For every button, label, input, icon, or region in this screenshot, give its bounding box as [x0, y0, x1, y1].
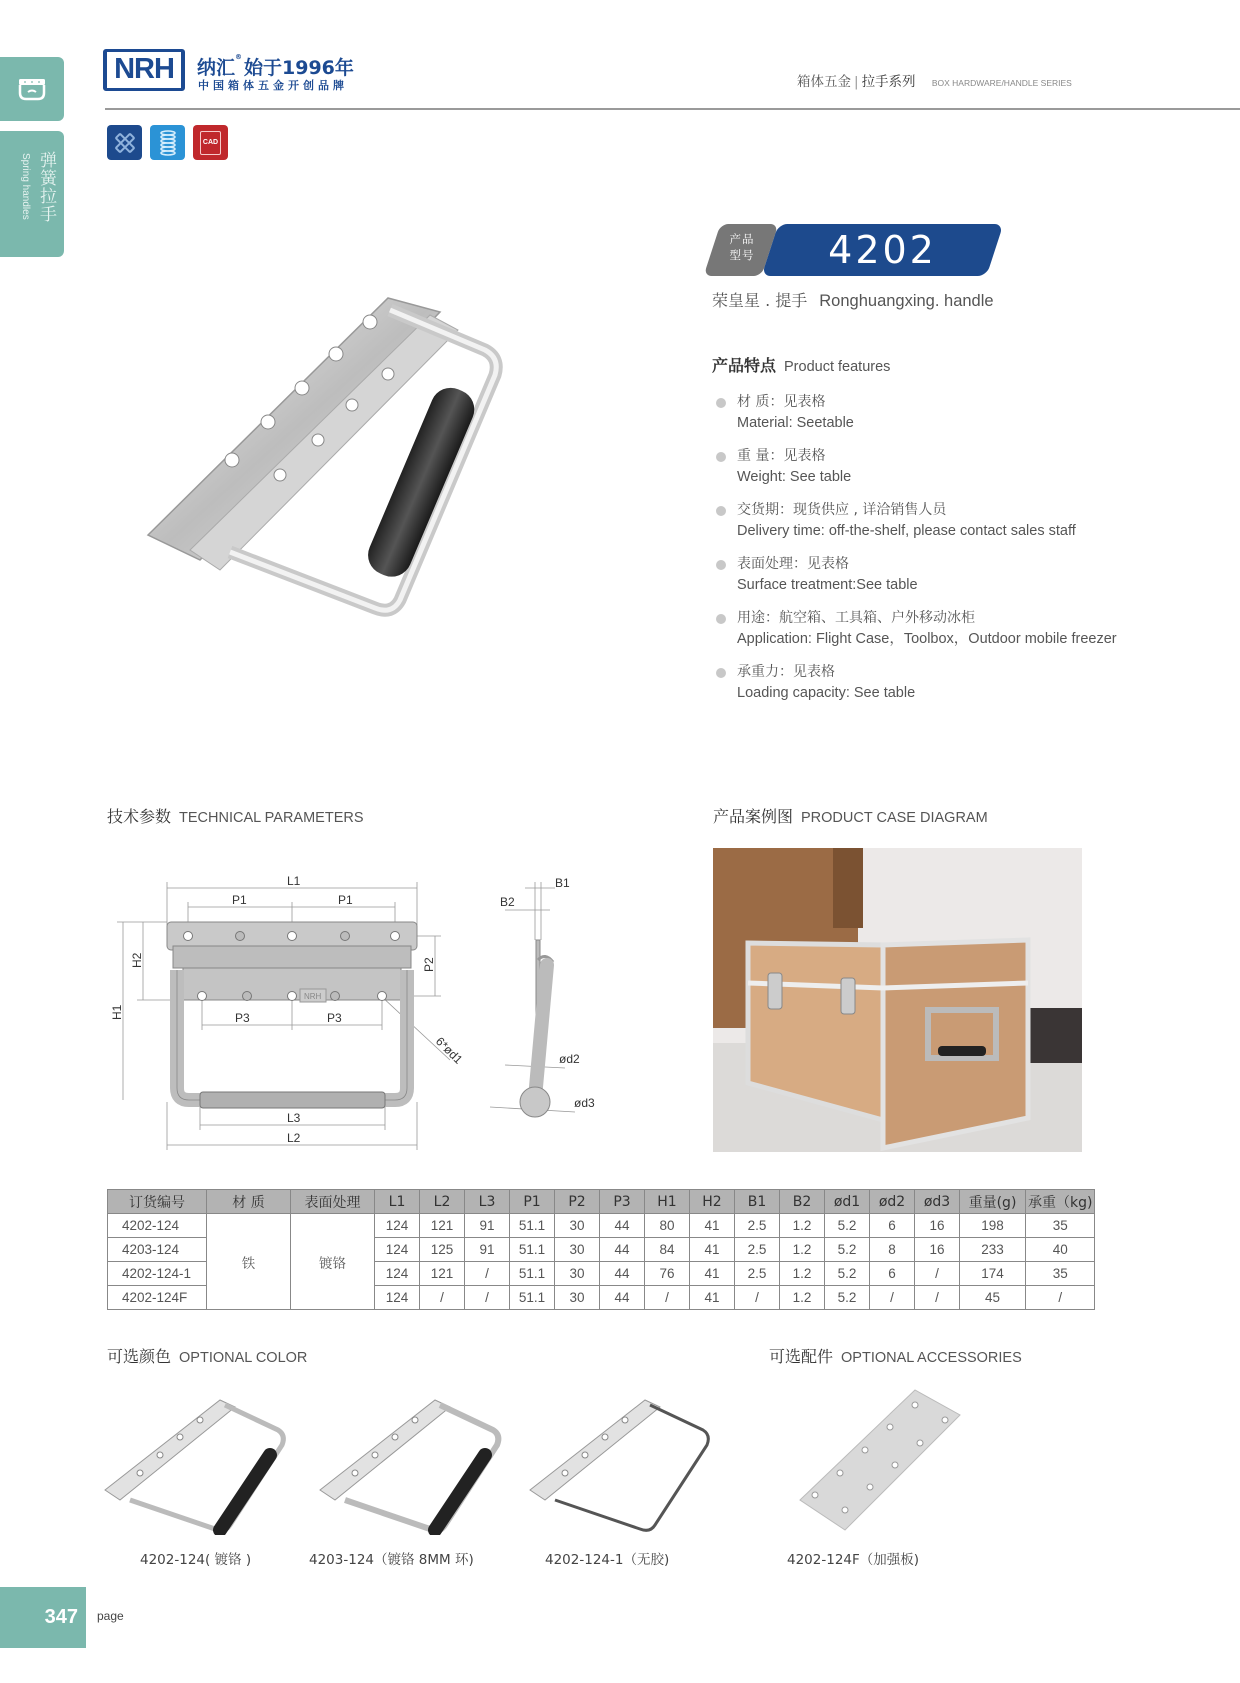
label-d1: 6*ød1: [432, 1034, 466, 1067]
brand-name: 纳汇: [197, 57, 236, 79]
cell-B2: 1.2: [780, 1214, 825, 1238]
cell-L3: /: [465, 1262, 510, 1286]
table-row: [108, 1214, 1095, 1238]
header-B1: B1: [735, 1190, 780, 1214]
optional-accessories-title: [769, 1344, 1022, 1367]
optional-color-title-cn: 可选颜色: [107, 1347, 172, 1366]
registered-mark: ®: [235, 53, 243, 61]
header-P3: P3: [600, 1190, 645, 1214]
breadcrumb-series-en: BOX HARDWARE/HANDLE SERIES: [931, 78, 1072, 88]
option-image-no-rubber: [525, 1385, 725, 1535]
brand-logo: NRH: [103, 49, 185, 91]
tech-params-title: [107, 804, 364, 827]
cell-L1: 124: [375, 1262, 420, 1286]
bullet-icon: [716, 668, 726, 678]
brand-slogan-bottom: 中国箱体五金开创品牌: [198, 79, 348, 92]
cell-P1: 51.1: [510, 1286, 555, 1310]
label-L2: L2: [287, 1131, 301, 1145]
drawing-logo: NRH: [304, 992, 322, 1001]
page-number: 347: [0, 1587, 86, 1648]
header-L1: L1: [375, 1190, 420, 1214]
cell-d3: /: [915, 1262, 960, 1286]
model-number: 4202: [828, 228, 937, 272]
design-tools-icon: [107, 125, 142, 160]
accessory-image-reinforcement-plate: [795, 1385, 975, 1535]
cell-surface: 镀铬: [291, 1214, 375, 1310]
cell-B2: 1.2: [780, 1286, 825, 1310]
label-H1: H1: [110, 1004, 124, 1020]
cell-d2: 8: [870, 1238, 915, 1262]
product-name-cn: 荣皇星 . 提手: [712, 291, 808, 310]
feature-cn: 承重力：见表格: [737, 664, 835, 680]
case-photo: [713, 848, 1082, 1152]
header-code: 订货编号: [108, 1190, 207, 1214]
feature-en: Application: Flight Case，Toolbox，Outdoor mobile freezer: [737, 631, 1117, 647]
spec-table: [107, 1189, 1095, 1310]
tech-params-title-cn: 技术参数: [107, 807, 172, 826]
cell-P2: 30: [555, 1286, 600, 1310]
model-label-line1: 产品: [729, 232, 755, 246]
cell-weight: 174: [960, 1262, 1026, 1286]
product-main-image: [140, 290, 610, 670]
label-B1: B1: [555, 876, 570, 890]
cell-B1: /: [735, 1286, 780, 1310]
cell-d1: 5.2: [825, 1238, 870, 1262]
breadcrumb-category: 箱体五金: [797, 74, 851, 90]
model-label-line2: 型号: [729, 248, 755, 262]
feature-cn: 材 质：见表格: [737, 394, 826, 410]
header-P2: P2: [555, 1190, 600, 1214]
label-L1: L1: [287, 874, 301, 888]
header-d3: ød3: [915, 1190, 960, 1214]
product-name: [712, 288, 994, 311]
cell-P3: 44: [600, 1262, 645, 1286]
cell-d3: 16: [915, 1238, 960, 1262]
cell-H2: 41: [690, 1262, 735, 1286]
cell-H1: 84: [645, 1238, 690, 1262]
label-L3: L3: [287, 1111, 301, 1125]
cell-code: 4202-124: [108, 1214, 207, 1238]
header-B2: B2: [780, 1190, 825, 1214]
header-material: 材 质: [207, 1190, 291, 1214]
header-P1: P1: [510, 1190, 555, 1214]
cell-B1: 2.5: [735, 1238, 780, 1262]
cell-P1: 51.1: [510, 1214, 555, 1238]
cell-P1: 51.1: [510, 1262, 555, 1286]
cell-d3: 16: [915, 1214, 960, 1238]
cell-B2: 1.2: [780, 1238, 825, 1262]
feature-en: Loading capacity: See table: [737, 685, 916, 701]
table-header-row: [108, 1190, 1095, 1214]
label-P2: P2: [422, 957, 436, 972]
cell-material: 铁: [207, 1214, 291, 1310]
cell-L3: /: [465, 1286, 510, 1310]
cell-code: 4202-124F: [108, 1286, 207, 1310]
cell-L2: 121: [420, 1214, 465, 1238]
side-tab-spring-handles[interactable]: [0, 131, 64, 257]
cell-P3: 44: [600, 1238, 645, 1262]
label-P3-right: P3: [327, 1011, 342, 1025]
cell-d2: /: [870, 1286, 915, 1310]
cell-weight: 45: [960, 1286, 1026, 1310]
feature-cn: 交货期：现货供应 , 详洽销售人员: [737, 502, 947, 518]
feature-item: [712, 554, 1172, 608]
side-tab-label-cn: 弹簧拉手: [36, 151, 56, 223]
option-caption-chrome-8mm: 4203-124（镀铬 8MM 环): [309, 1552, 474, 1568]
brand-slogan-top: [197, 53, 354, 80]
bullet-icon: [716, 506, 726, 516]
option-caption-no-rubber: 4202-124-1（无胶): [545, 1552, 670, 1568]
model-label-text: [722, 231, 762, 263]
side-tab-category[interactable]: [0, 57, 64, 121]
feature-en: Material: Seetable: [737, 415, 854, 431]
features-title-cn: 产品特点: [712, 356, 777, 375]
cad-icon: [193, 125, 228, 160]
bullet-icon: [716, 614, 726, 624]
option-caption-chrome: 4202-124( 镀铬 ): [140, 1552, 252, 1568]
cell-load: /: [1026, 1286, 1095, 1310]
breadcrumb-series: 拉手系列: [861, 74, 916, 90]
bullet-icon: [716, 398, 726, 408]
header-surface: 表面处理: [291, 1190, 375, 1214]
case-diagram-title-en: PRODUCT CASE DIAGRAM: [801, 810, 988, 826]
features-list: [712, 392, 1172, 716]
label-d3: ød3: [574, 1096, 595, 1110]
cell-P2: 30: [555, 1214, 600, 1238]
page-label: page: [97, 1609, 124, 1623]
label-B2: B2: [500, 895, 515, 909]
header-d1: ød1: [825, 1190, 870, 1214]
handle-icon: [17, 76, 47, 102]
accessory-caption-plate: 4202-124F（加强板): [787, 1552, 920, 1568]
cell-L1: 124: [375, 1214, 420, 1238]
cell-L1: 124: [375, 1286, 420, 1310]
option-image-chrome: [100, 1385, 300, 1535]
header-L3: L3: [465, 1190, 510, 1214]
header-breadcrumb: [797, 70, 1240, 90]
header-L2: L2: [420, 1190, 465, 1214]
cell-code: 4202-124-1: [108, 1262, 207, 1286]
label-P1-left: P1: [232, 893, 247, 907]
label-P1-right: P1: [338, 893, 353, 907]
cell-H1: 80: [645, 1214, 690, 1238]
cell-B1: 2.5: [735, 1214, 780, 1238]
header-d2: ød2: [870, 1190, 915, 1214]
feature-item: [712, 500, 1172, 554]
breadcrumb-divider: |: [854, 74, 859, 90]
tech-params-title-en: TECHNICAL PARAMETERS: [179, 810, 364, 826]
cell-B1: 2.5: [735, 1262, 780, 1286]
features-title: [712, 353, 890, 376]
header-H2: H2: [690, 1190, 735, 1214]
header-load: 承重（kg): [1026, 1190, 1095, 1214]
cell-load: 35: [1026, 1214, 1095, 1238]
cell-H1: 76: [645, 1262, 690, 1286]
cell-L2: 121: [420, 1262, 465, 1286]
label-d2: ød2: [559, 1052, 580, 1066]
cell-H2: 41: [690, 1286, 735, 1310]
feature-item: [712, 446, 1172, 500]
cell-d2: 6: [870, 1214, 915, 1238]
cell-P2: 30: [555, 1262, 600, 1286]
optional-color-title: [107, 1344, 307, 1367]
cell-load: 35: [1026, 1262, 1095, 1286]
label-P3-left: P3: [235, 1011, 250, 1025]
header-weight: 重量(g): [960, 1190, 1026, 1214]
cell-d1: 5.2: [825, 1262, 870, 1286]
feature-en: Weight: See table: [737, 469, 852, 485]
features-title-en: Product features: [784, 359, 891, 375]
slogan-since: 始于1996年: [244, 57, 354, 79]
feature-en: Surface treatment:See table: [737, 577, 918, 593]
cell-H2: 41: [690, 1238, 735, 1262]
case-diagram-title-cn: 产品案例图: [713, 807, 794, 826]
cell-L2: 125: [420, 1238, 465, 1262]
cell-load: 40: [1026, 1238, 1095, 1262]
feature-item: [712, 392, 1172, 446]
cell-d2: 6: [870, 1262, 915, 1286]
feature-en: Delivery time: off-the-shelf, please contact sales staff: [737, 523, 1076, 539]
cell-weight: 198: [960, 1214, 1026, 1238]
cell-L3: 91: [465, 1238, 510, 1262]
cell-P3: 44: [600, 1286, 645, 1310]
feature-item: [712, 608, 1172, 662]
optional-accessories-title-en: OPTIONAL ACCESSORIES: [841, 1350, 1022, 1366]
feature-cn: 重 量：见表格: [737, 448, 826, 464]
cell-d3: /: [915, 1286, 960, 1310]
cell-weight: 233: [960, 1238, 1026, 1262]
optional-color-title-en: OPTIONAL COLOR: [179, 1350, 308, 1366]
cell-H1: /: [645, 1286, 690, 1310]
cell-L2: /: [420, 1286, 465, 1310]
optional-accessories-title-cn: 可选配件: [769, 1347, 834, 1366]
case-diagram-title: [713, 804, 988, 827]
side-tab-label-en: Spring handles: [20, 153, 31, 220]
spring-icon: [150, 125, 185, 160]
cell-P1: 51.1: [510, 1238, 555, 1262]
header-H1: H1: [645, 1190, 690, 1214]
cell-P3: 44: [600, 1214, 645, 1238]
feature-item: [712, 662, 1172, 716]
bullet-icon: [716, 560, 726, 570]
product-name-en: Ronghuangxing. handle: [819, 292, 994, 310]
cell-d1: 5.2: [825, 1214, 870, 1238]
option-image-chrome-8mm: [315, 1385, 515, 1535]
cell-L1: 124: [375, 1238, 420, 1262]
cell-B2: 1.2: [780, 1262, 825, 1286]
header-divider: [105, 108, 1240, 110]
feature-cn: 用途：航空箱、工具箱、户外移动冰柜: [737, 610, 975, 626]
cell-d1: 5.2: [825, 1286, 870, 1310]
cell-P2: 30: [555, 1238, 600, 1262]
cad-icon-label: CAD: [200, 131, 221, 155]
cell-L3: 91: [465, 1214, 510, 1238]
label-H2: H2: [130, 952, 144, 968]
bullet-icon: [716, 452, 726, 462]
feature-cn: 表面处理：见表格: [737, 556, 849, 572]
cell-code: 4203-124: [108, 1238, 207, 1262]
cell-H2: 41: [690, 1214, 735, 1238]
technical-drawing: [105, 870, 635, 1160]
